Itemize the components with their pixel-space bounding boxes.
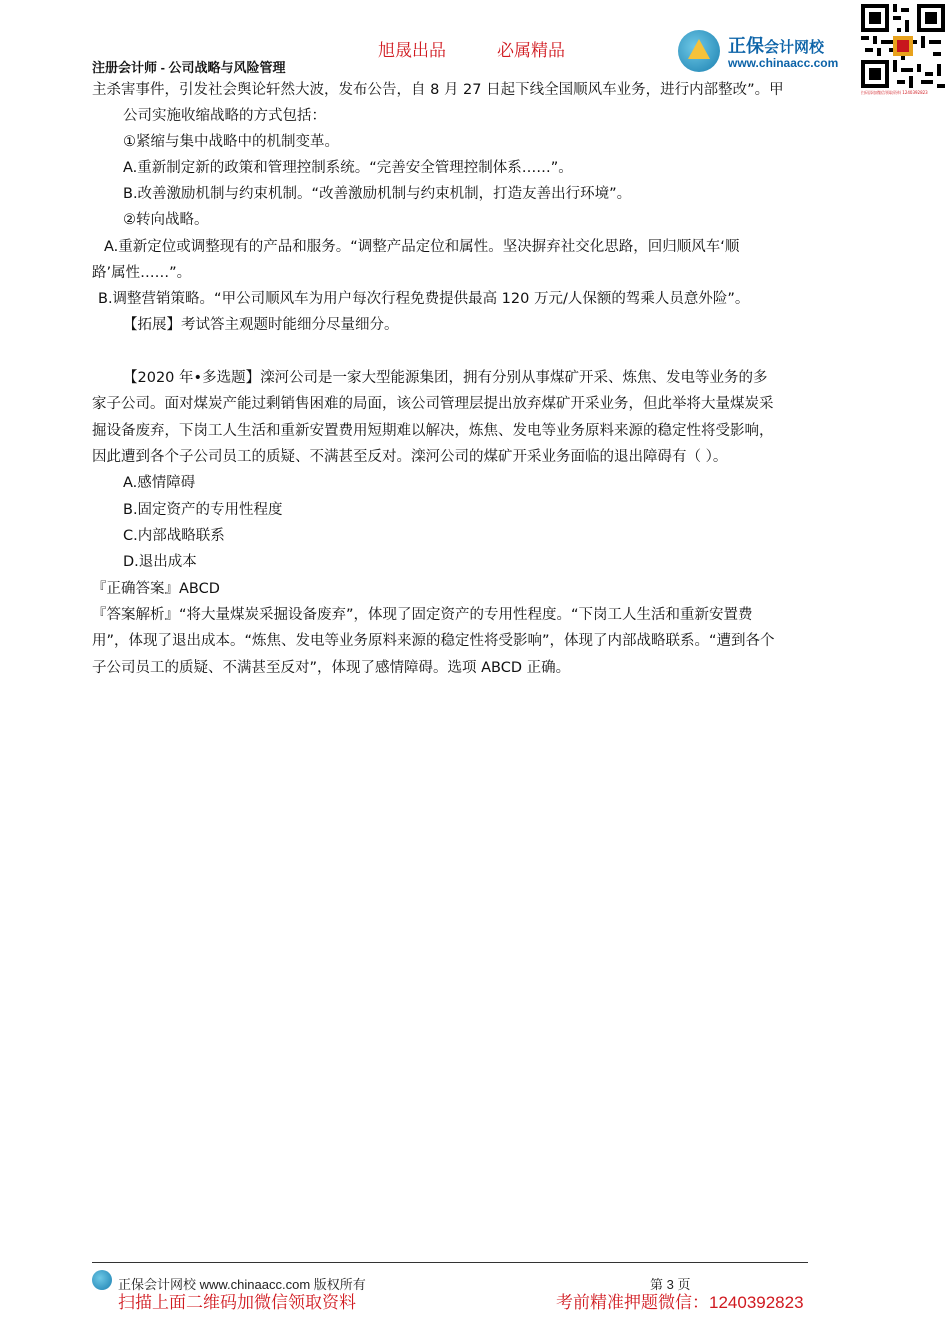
logo-cn-main: 正保	[728, 36, 764, 56]
question-line: 家子公司。面对煤炭产能过剩销售困难的局面，该公司管理层提出放弃煤矿开采业务，但此举将大量煤炭采	[92, 396, 774, 412]
logo-cn	[728, 32, 824, 58]
text-line: 主杀害事件，引发社会舆论轩然大波，发布公告，自 8 月 27 日起下线全国顺风车业务，进行内部整改”。甲	[92, 82, 784, 98]
slogan-left: 旭晟出品	[378, 41, 446, 60]
text-line: A.重新定位或调整现有的产品和服务。“调整产品定位和属性。坚决摒弃社交化思路，回归顺风车‘顺	[104, 239, 740, 255]
option-d: D.退出成本	[123, 554, 197, 570]
text-line: ②转向战略。	[123, 212, 209, 228]
answer-analysis-line: 子公司员工的质疑、不满甚至反对”，体现了感情障碍。选项 ABCD 正确。	[92, 660, 571, 676]
text-line: ①紧缩与集中战略中的机制变革。	[123, 134, 339, 150]
text-line: 公司实施收缩战略的方式包括：	[123, 108, 326, 124]
promo-right: 考前精准押题微信：1240392823	[556, 1293, 804, 1312]
slogan-right: 必属精品	[497, 41, 565, 60]
page-number: 第 3 页	[650, 1277, 691, 1292]
answer-analysis-line: 用”，体现了退出成本。“炼焦、发电等业务原料来源的稳定性将受影响”，体现了内部战略联系。“遭到各个	[92, 633, 775, 649]
footer-logo-icon	[92, 1270, 112, 1290]
footer-divider	[92, 1262, 808, 1263]
logo-url: www.chinaacc.com	[728, 56, 839, 70]
option-a: A.感情障碍	[123, 475, 196, 491]
qr-code-icon	[861, 4, 945, 88]
logo-cn-sub: 会计网校	[764, 39, 825, 56]
footer-copyright: 正保会计网校 www.chinaacc.com 版权所有	[118, 1277, 366, 1292]
text-line: 【拓展】考试答主观题时能细分尽量细分。	[123, 317, 399, 333]
text-line: 路’属性……”。	[92, 265, 192, 281]
text-line: B.调整营销策略。“甲公司顺风车为用户每次行程免费提供最高 120 万元/人保额的驾乘人员意外险”。	[98, 291, 750, 307]
qr-caption: 扫码添加微信领取资料 1240392823	[861, 90, 928, 95]
text-line: B.改善激励机制与约束机制。“改善激励机制与约束机制，打造友善出行环境”。	[123, 186, 632, 202]
text-line: A.重新制定新的政策和管理控制系统。“完善安全管理控制体系……”。	[123, 160, 573, 176]
question-line: 掘设备废弃，下岗工人生活和重新安置费用短期难以解决，炼焦、发电等业务原料来源的稳定性将受影响，	[92, 423, 774, 439]
question-line: 因此遭到各个子公司员工的质疑、不满甚至反对。滦河公司的煤矿开采业务面临的退出障碍有（ ）。	[92, 449, 728, 465]
correct-answer: 『正确答案』ABCD	[92, 581, 220, 597]
option-c: C.内部战略联系	[123, 528, 225, 544]
option-b: B.固定资产的专用性程度	[123, 502, 283, 518]
answer-analysis-line: 『答案解析』“将大量煤炭采掘设备废弃”，体现了固定资产的专用性程度。“下岗工人生活和重新安置费	[92, 607, 753, 623]
promo-left: 扫描上面二维码加微信领取资料	[118, 1293, 356, 1312]
question-line: 【2020 年•多选题】滦河公司是一家大型能源集团，拥有分别从事煤矿开采、炼焦、发电等业务的多	[123, 370, 768, 386]
logo-emblem-icon	[678, 30, 720, 72]
header-title: 注册会计师 - 公司战略与风险管理	[92, 60, 286, 75]
chinaacc-logo	[678, 30, 858, 74]
